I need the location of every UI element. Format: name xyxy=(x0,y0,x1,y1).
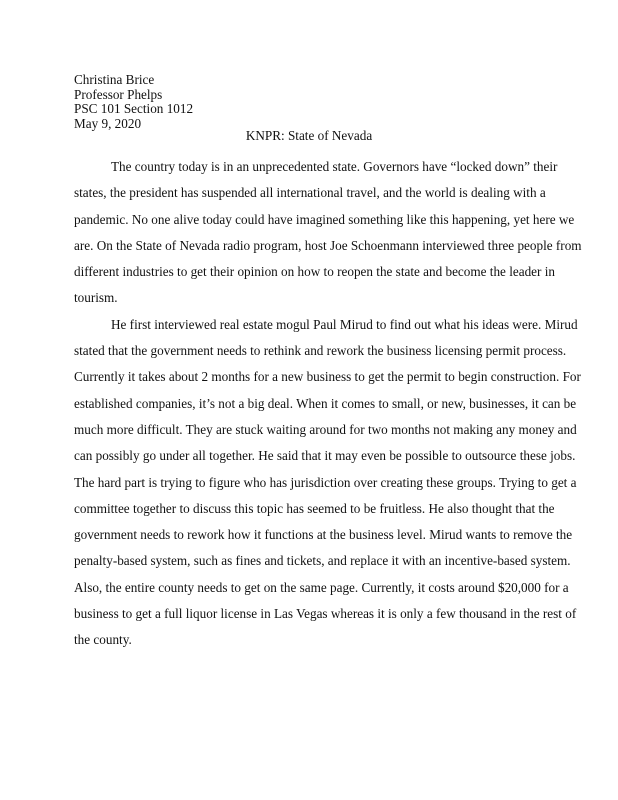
paragraph-line: states, the president has suspended all international travel, and the world is dealing with a xyxy=(74,185,546,201)
paragraph-line: are. On the State of Nevada radio program, host Joe Schoenmann interviewed three people from xyxy=(74,237,582,253)
paragraph-line: different industries to get their opinion on how to reopen the state and become the leader in xyxy=(74,264,555,280)
paragraph-line: the county. xyxy=(74,632,132,648)
course-section: PSC 101 Section 1012 xyxy=(74,101,194,116)
paragraph-line: penalty-based system, such as fines and tickets, and replace it with an incentive-based system. xyxy=(74,553,571,569)
paragraph-line: business to get a full liquor license in Las Vegas whereas it is only a few thousand in the rest of xyxy=(74,606,577,622)
paragraph-line: He first interviewed real estate mogul Paul Mirud to find out what his ideas were. Mirud xyxy=(111,316,578,332)
document-title: KNPR: State of Nevada xyxy=(245,128,373,143)
paragraph-line: tourism. xyxy=(74,290,118,306)
paragraph-line: Also, the entire county needs to get on the same page. Currently, it costs around $20,000 for a xyxy=(74,579,569,595)
paragraph-line: stated that the government needs to rethink and rework the business licensing permit process. xyxy=(74,343,567,359)
paragraph-line: Currently it takes about 2 months for a new business to get the permit to begin construction. For xyxy=(74,369,581,385)
document-body xyxy=(74,154,582,654)
submission-date: May 9, 2020 xyxy=(74,115,142,131)
paragraph-line: pandemic. No one alive today could have imagined something like this happening, yet here we xyxy=(74,211,575,227)
heading-block xyxy=(74,73,193,131)
student-name: Christina Brice xyxy=(74,72,155,87)
paragraph-line: The hard part is trying to figure who has jurisdiction over creating these groups. Trying to get a xyxy=(74,474,577,490)
professor-name: Professor Phelps xyxy=(74,86,163,102)
paragraph-line: government needs to rework how it functions at the business level. Mirud wants to remove the xyxy=(74,527,573,543)
paragraph-2 xyxy=(74,312,581,654)
paragraph-line: committee together to discuss this topic has seemed to be fruitless. He also thought that the xyxy=(74,500,555,516)
paragraph-line: can possibly go under all together. He said that it may even be possible to outsource these jobs. xyxy=(74,448,576,464)
paragraph-1 xyxy=(74,154,582,312)
paragraph-line: The country today is in an unprecedented state. Governors have “locked down” their xyxy=(111,159,558,174)
paragraph-line: established companies, it’s not a big deal. When it comes to small, or new, businesses, it can be xyxy=(74,395,577,411)
paragraph-line: much more difficult. They are stuck waiting around for two months not making any money and xyxy=(74,421,577,437)
